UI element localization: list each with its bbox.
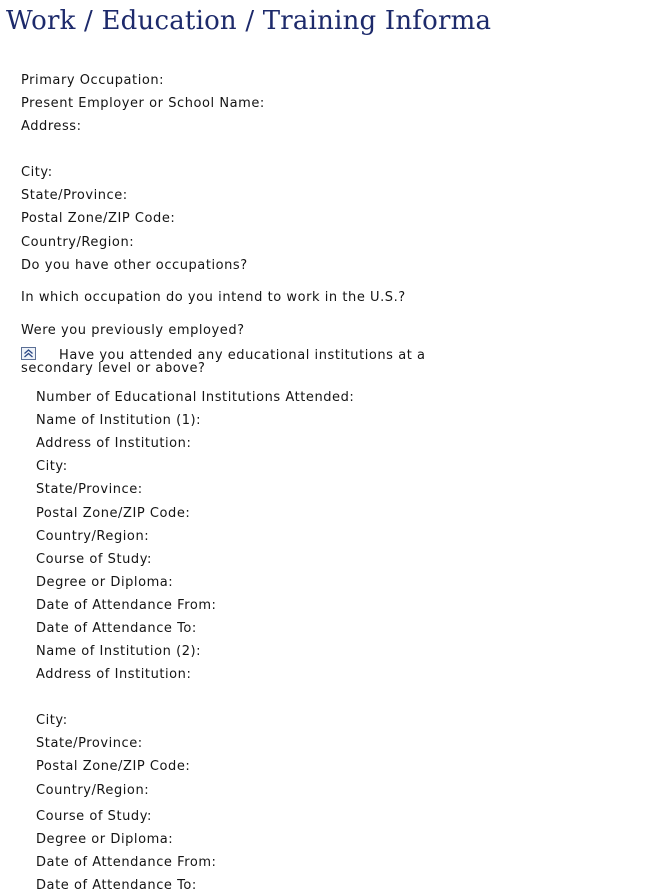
country-label: Country/Region:	[21, 235, 135, 250]
institution2-state-label: State/Province:	[36, 736, 143, 751]
state-label: State/Province:	[21, 188, 128, 203]
postal-label: Postal Zone/ZIP Code:	[21, 211, 176, 226]
institution1-from-label: Date of Attendance From:	[36, 598, 217, 613]
institution1-address-label: Address of Institution:	[36, 436, 192, 451]
institution1-course-label: Course of Study:	[36, 552, 152, 567]
institution1-country-label: Country/Region:	[36, 529, 150, 544]
other-occupations-label: Do you have other occupations?	[21, 258, 248, 273]
previously-employed-label: Were you previously employed?	[21, 323, 245, 338]
institutions-count-label: Number of Educational Institutions Attended:	[36, 390, 355, 405]
institution2-from-label: Date of Attendance From:	[36, 855, 217, 870]
institution2-address-label: Address of Institution:	[36, 667, 192, 682]
institution1-state-label: State/Province:	[36, 482, 143, 497]
institution1-city-label: City:	[36, 459, 68, 474]
education-question: Have you attended any educational institutions at a secondary level or above?	[21, 348, 426, 376]
city-label: City:	[21, 165, 53, 180]
institution2-to-label: Date of Attendance To:	[36, 878, 197, 893]
institution2-country-label: Country/Region:	[36, 783, 150, 798]
address-label: Address:	[21, 119, 82, 134]
right-margin	[520, 0, 653, 890]
institution2-city-label: City:	[36, 713, 68, 728]
present-employer-label: Present Employer or School Name:	[21, 96, 265, 111]
institution2-degree-label: Degree or Diploma:	[36, 832, 174, 847]
institution2-postal-label: Postal Zone/ZIP Code:	[36, 759, 191, 774]
institution1-degree-label: Degree or Diploma:	[36, 575, 174, 590]
institution2-course-label: Course of Study:	[36, 809, 152, 824]
institution1-name-label: Name of Institution (1):	[36, 413, 202, 428]
intend-occupation-label: In which occupation do you intend to work in the U.S.?	[21, 290, 406, 305]
primary-occupation-label: Primary Occupation:	[21, 73, 165, 88]
institution2-name-label: Name of Institution (2):	[36, 644, 202, 659]
page-title: Work / Education / Training Informa	[6, 6, 492, 36]
institution1-to-label: Date of Attendance To:	[36, 621, 197, 636]
institution1-postal-label: Postal Zone/ZIP Code:	[36, 506, 191, 521]
